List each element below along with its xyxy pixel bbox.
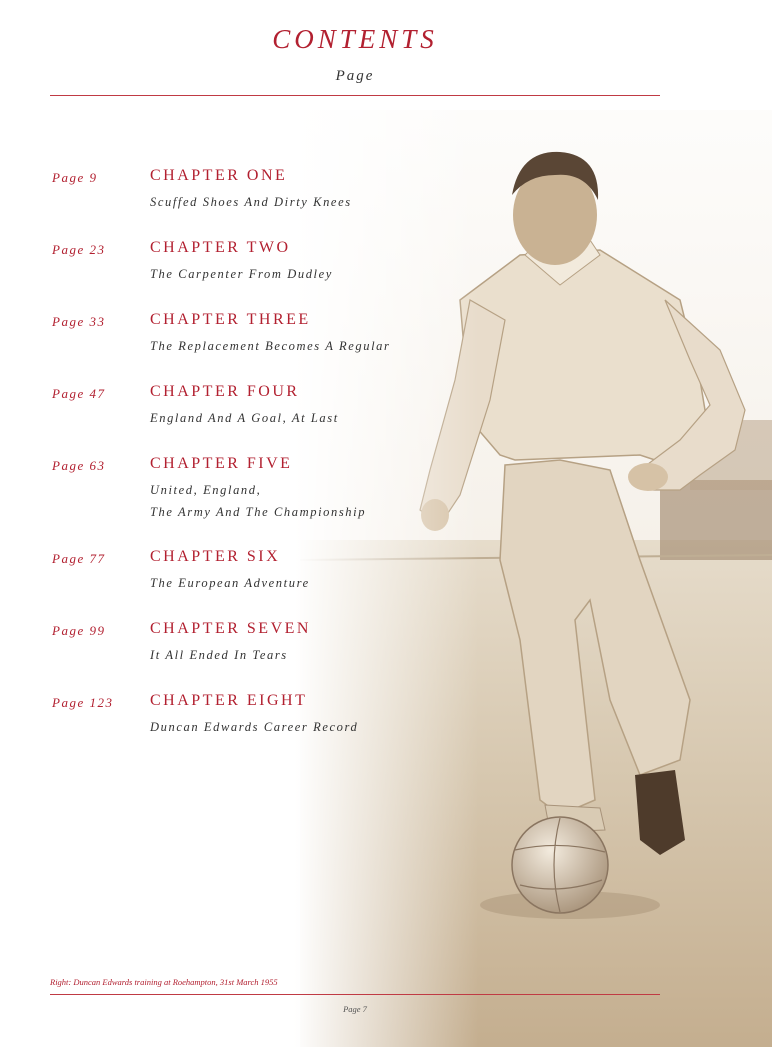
toc-chapter-title: CHAPTER SEVEN xyxy=(150,620,311,637)
toc-chapter-subtitle xyxy=(150,572,310,594)
toc-chapter-subtitle-line: Scuffed Shoes And Dirty Knees xyxy=(150,195,352,209)
toc-chapter-title: CHAPTER TWO xyxy=(150,239,291,256)
toc-chapter-title: CHAPTER FIVE xyxy=(150,455,293,472)
toc-page-number: Page 9 xyxy=(52,170,98,185)
toc-chapter-subtitle xyxy=(150,191,352,213)
toc-chapter-subtitle-line: United, England, xyxy=(150,483,262,497)
toc-chapter-title: CHAPTER FOUR xyxy=(150,383,300,400)
toc-chapter-title: CHAPTER SIX xyxy=(150,548,281,565)
toc-chapter-subtitle xyxy=(150,644,288,666)
toc-chapter-subtitle xyxy=(150,407,339,429)
toc-chapter-subtitle-line: The Replacement Becomes A Regular xyxy=(150,339,391,353)
photo-caption: Right: Duncan Edwards training at Roehampton, 31st March 1955 xyxy=(50,977,278,987)
toc-chapter-subtitle-line: The Army And The Championship xyxy=(150,505,367,519)
toc-chapter-subtitle-line: England And A Goal, At Last xyxy=(150,411,339,425)
page-column-label: Page xyxy=(335,68,375,84)
header-divider xyxy=(50,95,660,96)
toc-page-number: Page 123 xyxy=(52,695,114,710)
page-number: Page 7 xyxy=(343,1004,367,1014)
toc-chapter-subtitle xyxy=(150,716,358,738)
toc-page-number: Page 33 xyxy=(52,314,106,329)
toc-chapter-subtitle xyxy=(150,263,333,285)
footer-divider xyxy=(50,994,660,995)
page-title: CONTENTS xyxy=(272,24,438,54)
toc-page-number: Page 77 xyxy=(52,551,106,566)
toc-page-number: Page 23 xyxy=(52,242,106,257)
toc-page-number: Page 99 xyxy=(52,623,106,638)
toc-chapter-subtitle-line: It All Ended In Tears xyxy=(150,648,288,662)
toc-chapter-subtitle-line: Duncan Edwards Career Record xyxy=(150,720,359,734)
toc-chapter-title: CHAPTER EIGHT xyxy=(150,692,308,709)
toc-page-number: Page 47 xyxy=(52,386,106,401)
toc-page-number: Page 63 xyxy=(52,458,106,473)
toc-chapter-title: CHAPTER THREE xyxy=(150,311,311,328)
toc-chapter-subtitle xyxy=(150,335,390,357)
toc-chapter-title: CHAPTER ONE xyxy=(150,167,288,184)
toc-chapter-subtitle xyxy=(150,479,366,523)
toc-chapter-subtitle-line: The Carpenter From Dudley xyxy=(150,267,333,281)
toc-chapter-subtitle-line: The European Adventure xyxy=(150,576,310,590)
